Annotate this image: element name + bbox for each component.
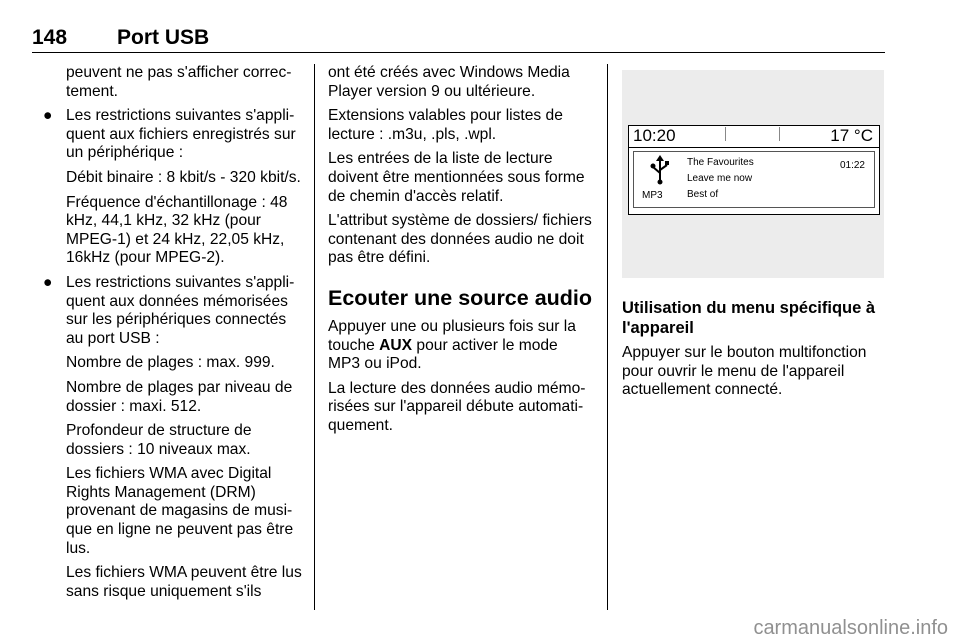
watermark: carmanualsonline.info <box>753 617 948 639</box>
header-rule <box>32 52 885 53</box>
status-divider <box>725 127 726 141</box>
temperature: 17 °C <box>830 126 873 145</box>
paragraph: peuvent ne pas s'afficher correctement. <box>66 64 292 100</box>
status-divider <box>779 127 780 141</box>
paragraph: L'attribut système de dossiers/ fichiers contenant des données audio ne doit pas être défini. <box>328 212 592 267</box>
display-illustration <box>622 70 884 278</box>
column-divider-1 <box>314 64 315 610</box>
column-2 <box>328 64 593 442</box>
text: Appuyer une ou plusieurs fois sur la touche <box>328 317 576 354</box>
paragraph: Les fichiers WMA peuvent être lus sans risque uniquement s'ils <box>66 564 302 600</box>
paragraph <box>328 318 593 374</box>
track-list <box>687 155 754 203</box>
bullet-icon: ● <box>43 273 53 291</box>
paragraph: Extensions valables pour listes de lecture : .m3u, .pls, .wpl. <box>328 107 563 143</box>
bullet-text: Les restrictions suivantes s'appliquent aux données mémorisées sur les périphériques connectés au port USB : <box>66 273 295 347</box>
elapsed-time: 01:22 <box>839 160 865 171</box>
paragraph: Fréquence d'échantillonage : 48 kHz, 44,1 kHz, 32 kHz (pour MPEG-1) et 24 kHz, 22,05 kHz, 16kHz (pour MPEG-2). <box>66 193 288 267</box>
key-label: AUX <box>379 336 413 354</box>
display-screen <box>628 125 880 215</box>
paragraph: Appuyer sur le bouton multifonction pour ouvrir le menu de l'appareil actuellement connecté. <box>622 344 867 399</box>
clock: 10:20 <box>633 126 676 145</box>
bullet-icon: ● <box>43 107 53 125</box>
paragraph: Nombre de plages : max. 999. <box>66 354 275 372</box>
paragraph: La lecture des données audio mémorisées sur l'appareil débute automatiquement. <box>328 379 586 434</box>
paragraph: ont été créés avec Windows Media Player version 9 ou ultérieure. <box>328 64 570 100</box>
paragraph: Les entrées de la liste de lecture doivent être mentionnées sous forme de chemin d'accès relatif. <box>328 150 585 205</box>
bullet-item <box>40 274 302 348</box>
usb-icon <box>648 155 672 185</box>
column-divider-2 <box>607 64 608 610</box>
paragraph: Nombre de plages par niveau de dossier : maxi. 512. <box>66 378 293 415</box>
source-label: MP3 <box>642 190 663 201</box>
track-item: Best of <box>687 189 719 200</box>
column-3 <box>622 64 884 406</box>
section-heading: Ecouter une source audio <box>328 285 593 310</box>
bullet-item <box>40 107 302 163</box>
paragraph: Profondeur de structure de dossiers : 10 niveaux max. <box>66 422 252 458</box>
media-panel <box>633 151 875 208</box>
paragraph: Les fichiers WMA avec Digital Rights Management (DRM) provenant de magasins de musique en ligne ne peuvent pas être lus. <box>66 465 294 557</box>
track-item: The Favourites <box>687 157 754 168</box>
status-bar-rule <box>629 147 879 148</box>
text: pour activer le mode MP3 ou iPod. <box>328 336 558 373</box>
subsection-heading: Utilisation du menu spécifique à l'appareil <box>622 299 876 337</box>
paragraph: Débit binaire : 8 kbit/s - 320 kbit/s. <box>66 168 301 186</box>
page-title: Port USB <box>117 26 210 49</box>
column-1 <box>40 64 302 607</box>
track-item: Leave me now <box>687 173 753 184</box>
page-number: 148 <box>32 26 68 49</box>
page-header <box>32 26 885 52</box>
bullet-text: Les restrictions suivantes s'appliquent aux fichiers enregistrés sur un périphérique : <box>66 107 296 162</box>
